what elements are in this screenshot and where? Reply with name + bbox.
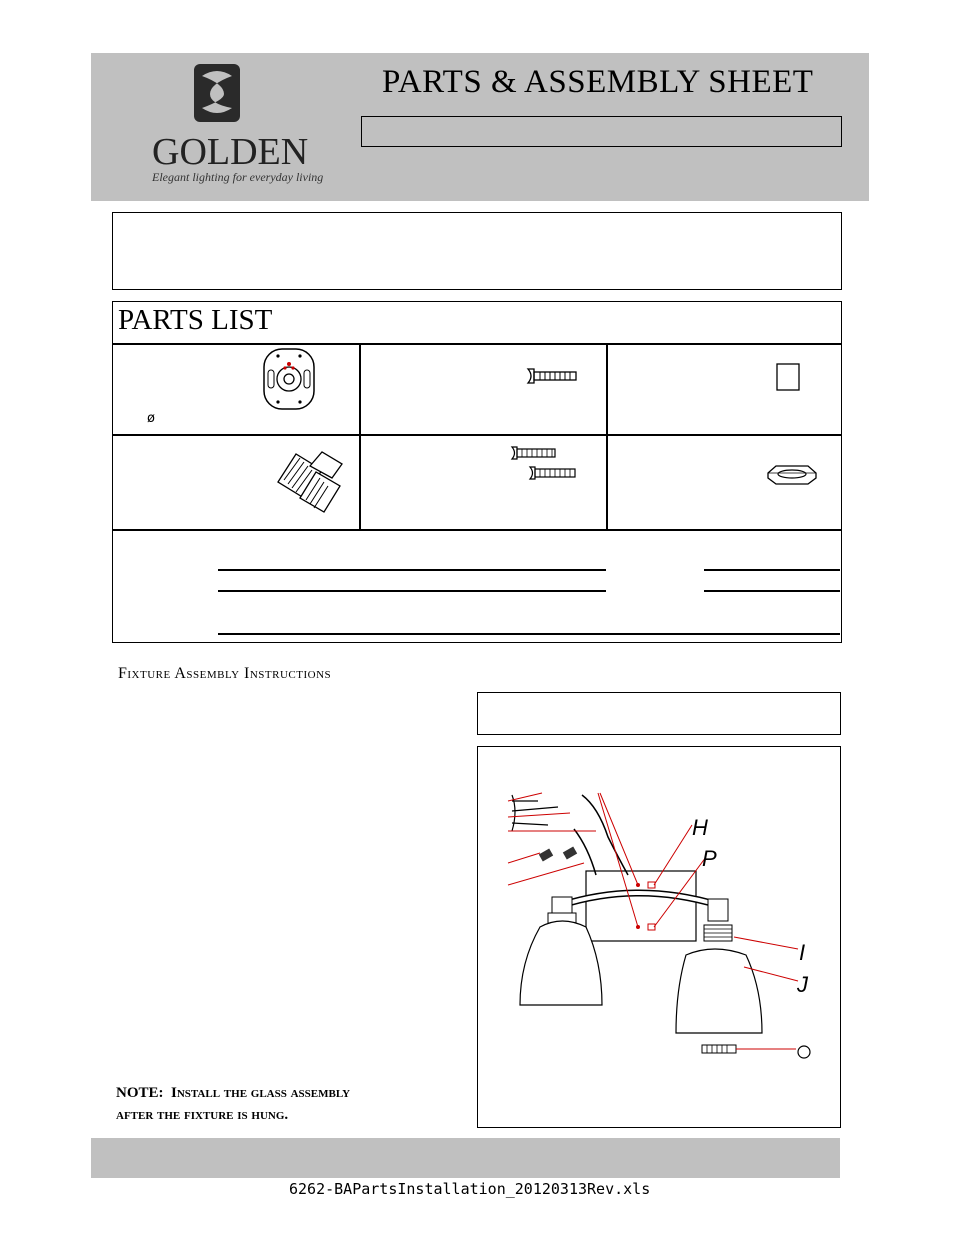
- wire-connector-icon: [274, 448, 346, 516]
- parts-grid-line: [112, 343, 841, 345]
- form-rule: [218, 569, 606, 571]
- parts-list-box: [112, 301, 842, 643]
- diameter-symbol: ø: [147, 411, 155, 426]
- note-prefix: NOTE:: [116, 1085, 164, 1101]
- mounting-screws-icon: [510, 444, 580, 484]
- hex-nut-icon: [762, 463, 822, 487]
- parts-grid-line: [359, 343, 361, 530]
- diagram-header-box: [477, 692, 841, 735]
- description-box: [112, 212, 842, 290]
- diagram-label-p: P: [702, 846, 717, 871]
- logo-tagline: Elegant lighting for everyday living: [152, 170, 324, 184]
- form-rule: [704, 569, 840, 571]
- diagram-label-i: I: [799, 940, 806, 965]
- screw-icon: [526, 367, 578, 385]
- footer-filename: 6262-BAPartsInstallation_20120313Rev.xls: [289, 1180, 651, 1198]
- fixture-assembly-diagram: [478, 747, 838, 1125]
- note-line-1: Install the glass assembly: [171, 1085, 351, 1101]
- diagram-label-j: J: [797, 972, 808, 997]
- footer-band: [91, 1138, 840, 1178]
- page-title: PARTS & ASSEMBLY SHEET: [382, 64, 814, 100]
- parts-grid-line: [112, 529, 841, 531]
- mounting-plate-icon: [256, 346, 322, 412]
- logo-brand: GOLDEN: [152, 131, 309, 173]
- form-rule: [218, 590, 606, 592]
- assembly-instructions-title: Fixture Assembly Instructions: [118, 665, 332, 682]
- small-part-icon: [775, 362, 801, 392]
- parts-grid-line: [606, 343, 608, 530]
- install-note: [116, 1082, 350, 1126]
- form-rule: [218, 633, 840, 635]
- form-rule: [704, 590, 840, 592]
- note-line-2: after the fixture is hung.: [116, 1107, 289, 1123]
- parts-list-title: PARTS LIST: [118, 304, 273, 336]
- model-number-box: [361, 116, 842, 147]
- diagram-label-h: H: [692, 815, 708, 840]
- diagram-label-o: [799, 1040, 816, 1066]
- parts-grid-line: [112, 434, 841, 436]
